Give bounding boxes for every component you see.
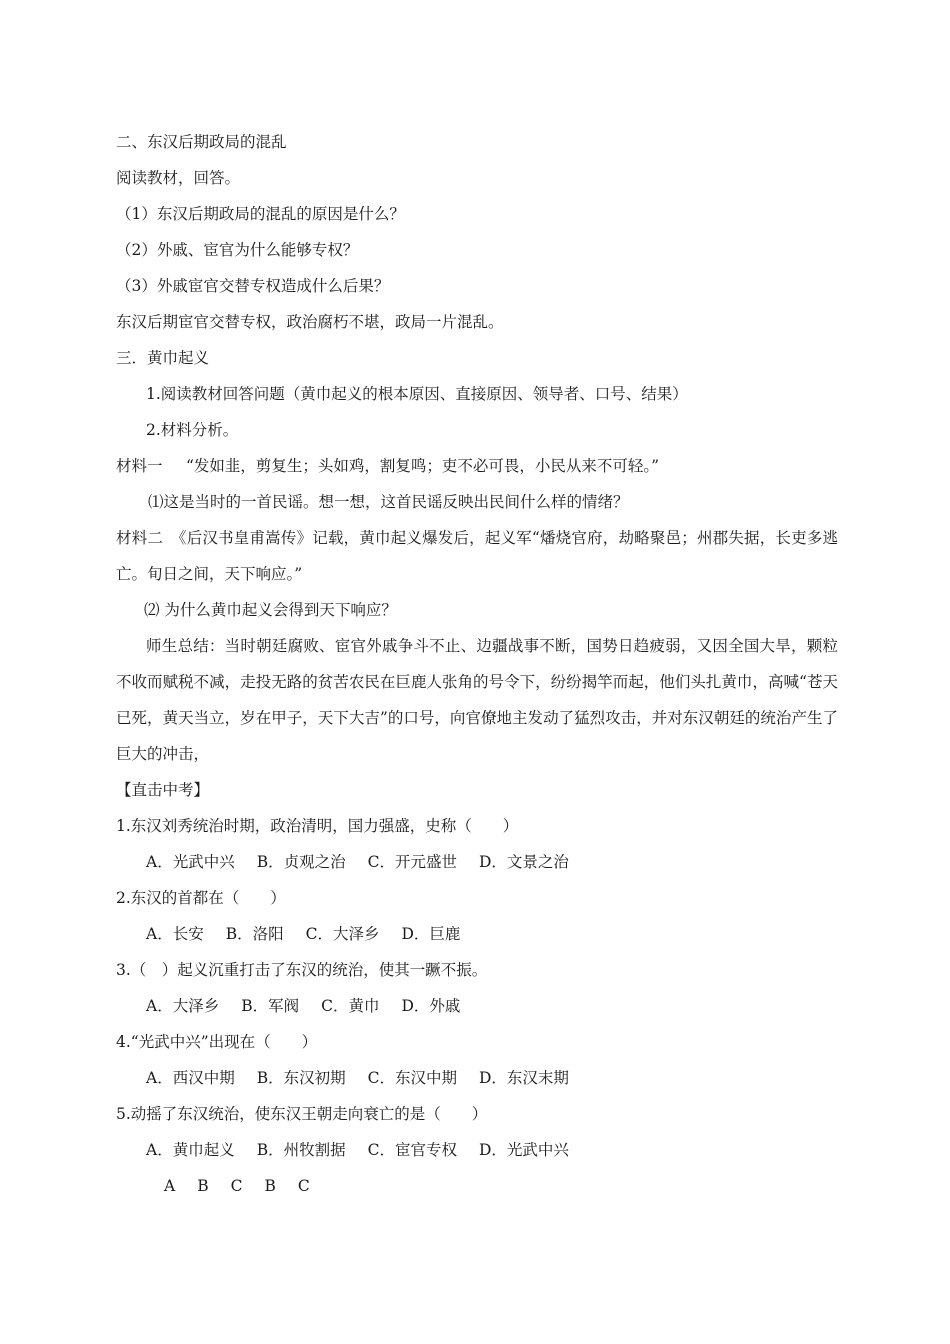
section2-instruction: 阅读教材，回答。 [116, 169, 241, 187]
option-a: A．大泽乡 [146, 997, 220, 1015]
exam-question-1-stem: 1.东汉刘秀统治时期，政治清明，国力强盛，史称（ ） [116, 817, 519, 835]
material-2-text: 《后汉书皇甫嵩传》记载，黄巾起义爆发后，起义军“燔烧官府，劫略聚邑；州郡失据，长吏多逃亡。旬日之间，天下响应。” [116, 529, 838, 583]
exam-question-3-stem: 3.（ ）起义沉重打击了东汉的统治，使其一蹶不振。 [116, 961, 488, 979]
exam-question-2-stem: 2.东汉的首都在（ ） [116, 889, 286, 907]
option-b: B．东汉初期 [256, 1069, 346, 1087]
section3-task-2: 2.材料分析。 [146, 421, 239, 439]
option-c: C．黄巾 [321, 997, 380, 1015]
section2-heading: 二、东汉后期政局的混乱 [116, 133, 287, 151]
section2-question-3: （3）外戚宦官交替专权造成什么后果？ [116, 277, 390, 295]
option-b: B．军阀 [241, 997, 300, 1015]
option-a: A．西汉中期 [146, 1069, 235, 1087]
exam-question-4-stem: 4.“光武中兴”出现在（ ） [116, 1033, 318, 1051]
section3-heading: 三．黄巾起义 [116, 349, 210, 367]
answer-5: C [297, 1177, 310, 1195]
option-d: D．文景之治 [478, 853, 569, 871]
exam-question-3-options [116, 988, 838, 1024]
option-a: A．光武中兴 [146, 853, 235, 871]
option-d: D．外戚 [401, 997, 461, 1015]
option-b: B．州牧割据 [256, 1141, 346, 1159]
exam-question-2-options [116, 916, 838, 952]
material-2 [116, 520, 838, 592]
section2-question-2: （2）外戚、宦官为什么能够专权？ [116, 241, 359, 259]
exam-question-5-options [116, 1132, 838, 1168]
answer-3: C [230, 1177, 243, 1195]
material-1-label: 材料一 [116, 457, 163, 475]
material-1-text: “发如韭，剪复生；头如鸡，割复鸣；吏不必可畏，小民从来不可轻。” [186, 457, 660, 475]
option-d: D．光武中兴 [478, 1141, 569, 1159]
option-c: C．开元盛世 [367, 853, 457, 871]
material-2-label: 材料二 [116, 529, 164, 547]
option-c: C．宦官专权 [367, 1141, 457, 1159]
option-d: D．巨鹿 [401, 925, 461, 943]
option-c: C．东汉中期 [367, 1069, 457, 1087]
answer-2: B [197, 1177, 209, 1195]
section3-task-1: 1.阅读教材回答问题（黄巾起义的根本原因、直接原因、领导者、口号、结果） [146, 385, 688, 403]
material-1 [116, 448, 838, 484]
answer-key [116, 1168, 838, 1204]
option-b: B．贞观之治 [256, 853, 346, 871]
document-content [116, 124, 838, 1204]
teacher-summary: 师生总结：当时朝廷腐败、宦官外戚争斗不止、边疆战事不断，国势日趋疲弱，又因全国大旱，颗粒不收而赋税不减，走投无路的贫苦农民在巨鹿人张角的号令下，纷纷揭竿而起，他们头扎黄巾，高喊“苍天已死，黄天当立，岁在甲子，天下大吉”的口号，向官僚地主发动了猛烈攻击，并对东汉朝廷的统治产生了巨大的冲击， [116, 637, 838, 763]
section2-question-1: （1）东汉后期政局的混乱的原因是什么？ [116, 205, 405, 223]
exam-heading: 【直击中考】 [116, 781, 210, 799]
option-a: A．长安 [146, 925, 204, 943]
exam-question-5-stem: 5.动摇了东汉统治，使东汉王朝走向衰亡的是（ ） [116, 1105, 488, 1123]
material-1-question: ⑴这是当时的一首民谣。想一想，这首民谣反映出民间什么样的情绪？ [148, 493, 629, 511]
answer-4: B [264, 1177, 276, 1195]
section2-summary: 东汉后期宦官交替专权，政治腐朽不堪，政局一片混乱。 [116, 313, 504, 331]
option-a: A．黄巾起义 [146, 1141, 235, 1159]
option-d: D．东汉末期 [478, 1069, 569, 1087]
answer-1: A [164, 1177, 176, 1195]
material-2-question: ⑵ 为什么黄巾起义会得到天下响应？ [144, 601, 397, 619]
exam-question-4-options [116, 1060, 838, 1096]
exam-question-1-options [116, 844, 838, 880]
option-c: C．大泽乡 [305, 925, 380, 943]
option-b: B．洛阳 [225, 925, 284, 943]
